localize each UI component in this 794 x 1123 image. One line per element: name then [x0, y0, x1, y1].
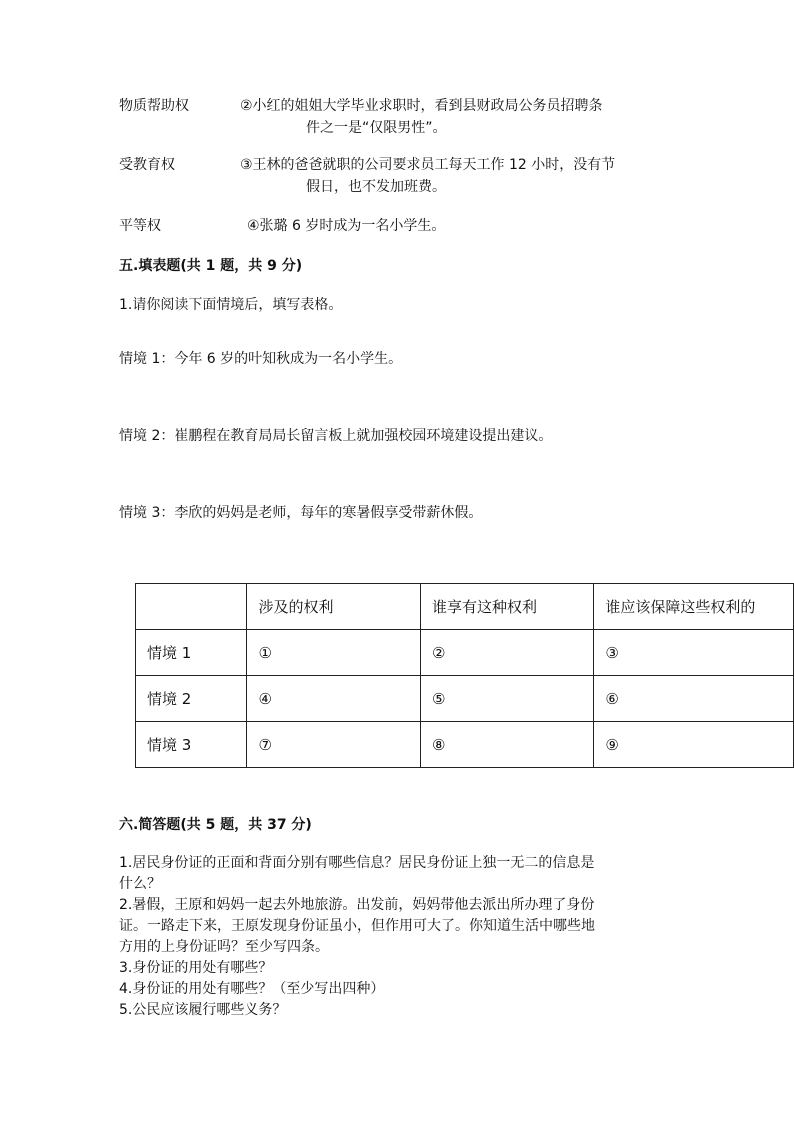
table-cell: ⑤	[420, 676, 593, 722]
table-cell: ④	[247, 676, 420, 722]
rights-table	[135, 583, 794, 768]
table-header-cell	[136, 584, 247, 630]
table-header-row	[136, 584, 794, 630]
table-header-cell: 谁享有这种权利	[420, 584, 593, 630]
table-row	[136, 630, 794, 676]
question-line: 证。一路走下来，王原发现身份证虽小，但作用可大了。你知道生活中哪些地	[119, 918, 595, 934]
question-line: 2.暑假，王原和妈妈一起去外地旅游。出发前，妈妈带他去派出所办理了身份	[119, 897, 595, 913]
question-line: 什么？	[119, 876, 161, 892]
question-line: 4.身份证的用处有哪些？（至少写出四种）	[119, 981, 385, 997]
case-text-continued: 件之一是“仅限男性”。	[306, 120, 447, 136]
section-5-title: 五.填表题(共 1 题，共 9 分)	[119, 258, 303, 274]
case-text: ③王林的爸爸就职的公司要求员工每天工作 12 小时，没有节	[240, 157, 616, 173]
section-6-title: 六.简答题(共 5 题，共 37 分)	[119, 817, 312, 833]
right-label-material-aid: 物质帮助权	[119, 98, 189, 114]
table-cell: ②	[420, 630, 593, 676]
table-cell: ⑨	[594, 722, 794, 768]
scenario-1: 情境 1：今年 6 岁的叶知秋成为一名小学生。	[119, 351, 403, 367]
right-label-education: 受教育权	[119, 157, 175, 173]
right-label-equality: 平等权	[119, 218, 161, 234]
scenario-2: 情境 2：崔鹏程在教育局局长留言板上就加强校园环境建设提出建议。	[119, 428, 553, 444]
case-text-continued: 假日，也不发加班费。	[306, 179, 446, 195]
table-cell: ③	[594, 630, 794, 676]
question-line: 3.身份证的用处有哪些？	[119, 960, 273, 976]
case-text: ②小红的姐姐大学毕业求职时，看到县财政局公务员招聘条	[240, 98, 603, 114]
table-cell: 情境 2	[136, 676, 247, 722]
case-text: ④张璐 6 岁时成为一名小学生。	[247, 218, 446, 234]
question-line: 方用的上身份证吗？至少写四条。	[119, 939, 329, 955]
question-line: 1.居民身份证的正面和背面分别有哪些信息？居民身份证上独一无二的信息是	[119, 855, 595, 871]
table-cell: ⑧	[420, 722, 593, 768]
table-cell: 情境 1	[136, 630, 247, 676]
scenario-3: 情境 3：李欣的妈妈是老师，每年的寒暑假享受带薪休假。	[119, 505, 483, 521]
table-cell: ⑥	[594, 676, 794, 722]
question-line: 5.公民应该履行哪些义务？	[119, 1002, 287, 1018]
table-header-cell: 谁应该保障这些权利的	[594, 584, 794, 630]
question-1: 1.请你阅读下面情境后，填写表格。	[119, 297, 343, 313]
table-cell: 情境 3	[136, 722, 247, 768]
table-cell: ⑦	[247, 722, 420, 768]
table-cell: ①	[247, 630, 420, 676]
table-row	[136, 722, 794, 768]
table-row	[136, 676, 794, 722]
table-header-cell: 涉及的权利	[247, 584, 420, 630]
